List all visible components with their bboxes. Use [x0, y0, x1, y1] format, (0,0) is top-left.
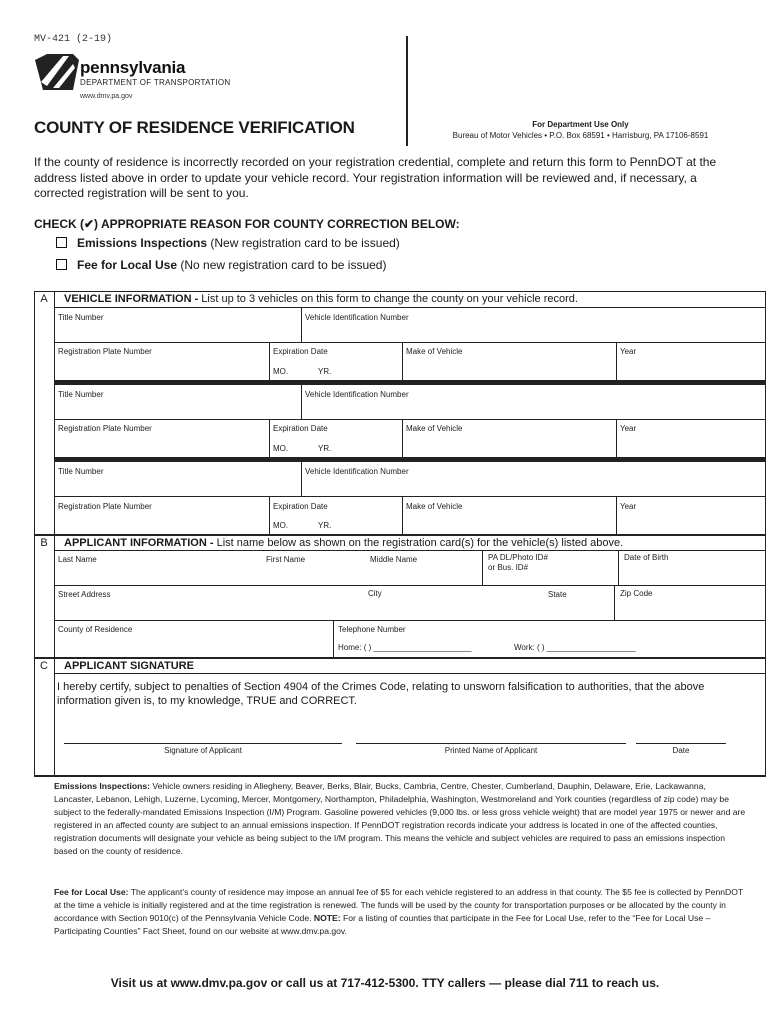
signature-line[interactable] — [64, 743, 342, 744]
header-divider — [406, 36, 408, 146]
vehicle-3-plate-label: Registration Plate Number — [58, 502, 152, 511]
option-label: Fee for Local Use — [77, 258, 178, 272]
vehicle-2-make-label: Make of Vehicle — [406, 424, 463, 433]
emissions-checkbox[interactable] — [56, 237, 67, 248]
option-label: Emissions Inspections — [77, 236, 208, 250]
printed-name-label: Printed Name of Applicant — [444, 746, 538, 755]
vehicle-3-make-label: Make of Vehicle — [406, 502, 463, 511]
pa-dl-label — [488, 553, 548, 573]
vehicle-3-divider — [402, 496, 403, 534]
section-b-divider — [333, 620, 334, 657]
section-b-top-rule — [34, 534, 766, 536]
section-c-heading — [64, 660, 194, 672]
vehicle-3-yr-label: YR. — [318, 521, 332, 530]
vehicle-2-year-label: Year — [620, 424, 637, 433]
street-address-label: Street Address — [58, 590, 111, 599]
section-b-title: APPLICANT INFORMATION - — [64, 537, 214, 549]
form-number: MV-421 (2-19) — [34, 34, 113, 45]
section-b-letter: B — [40, 537, 48, 549]
vehicle-separator — [54, 380, 766, 385]
vehicle-3-title-number-label: Title Number — [58, 467, 104, 476]
date-of-birth-label: Date of Birth — [624, 553, 669, 562]
section-a-subtitle: List up to 3 vehicles on this form to change the county on your vehicle record. — [198, 293, 578, 305]
fee-local-use-checkbox[interactable] — [56, 259, 67, 270]
fee-note-label: NOTE: — [313, 913, 341, 924]
fee-note-title: Fee for Local Use: — [54, 887, 129, 897]
vehicle-1-divider — [616, 342, 617, 380]
department-name: DEPARTMENT OF TRANSPORTATION — [80, 78, 231, 87]
section-a-heading — [64, 293, 578, 305]
form-left-rule — [54, 291, 55, 775]
vehicle-1-title-number-label: Title Number — [58, 313, 104, 322]
option-fee-local-use[interactable] — [56, 258, 386, 272]
vehicle-1-year-label: Year — [620, 347, 637, 356]
work-phone-field[interactable]: Work: ( ) ____________________ — [514, 643, 636, 652]
vehicle-1-make-label: Make of Vehicle — [406, 347, 463, 356]
vehicle-3-divider — [616, 496, 617, 534]
vehicle-1-yr-label: YR. — [318, 367, 332, 376]
section-b-divider — [618, 550, 619, 585]
vehicle-2-expiration-label: Expiration Date — [273, 424, 328, 433]
vehicle-2-divider — [616, 419, 617, 457]
section-b-rule — [54, 550, 766, 551]
section-a-letter: A — [40, 293, 48, 305]
vehicle-3-mo-label: MO. — [273, 521, 289, 530]
intro-paragraph: If the county of residence is incorrectly recorded on your registration credential, complete and return this form to PennDOT at the address listed above in order to update your vehicle record. Your registration information will be reviewed and, if necessary, a corrected registration will be sent to you. — [34, 155, 717, 200]
vehicle-3-expiration-label: Expiration Date — [273, 502, 328, 511]
emissions-note-title: Emissions Inspections: — [54, 781, 150, 791]
vehicle-2-title-number-label: Title Number — [58, 390, 104, 399]
option-emissions[interactable] — [56, 236, 400, 250]
vehicle-2-divider — [301, 385, 302, 419]
website: www.dmv.pa.gov — [80, 93, 133, 100]
section-c-title: APPLICANT SIGNATURE — [64, 660, 194, 672]
state-label: State — [548, 590, 567, 599]
option-note: (New registration card to be issued) — [207, 236, 400, 250]
vehicle-2-yr-label: YR. — [318, 444, 332, 453]
signature-label: Signature of Applicant — [164, 746, 242, 755]
printed-name-line[interactable] — [356, 743, 626, 744]
section-b-heading — [64, 537, 623, 549]
vehicle-3-row-rule — [54, 496, 766, 497]
section-c-rule — [54, 673, 766, 674]
vehicle-3-divider — [269, 496, 270, 534]
pa-dl-label-line-2: or Bus. ID# — [488, 563, 529, 572]
footer-contact: Visit us at www.dmv.pa.gov or call us at 717-412-5300. TTY callers — please dial 711 to reach us. — [110, 976, 660, 990]
vehicle-1-mo-label: MO. — [273, 367, 289, 376]
vehicle-2-divider — [402, 419, 403, 457]
vehicle-separator — [54, 457, 766, 462]
first-name-label: First Name — [266, 555, 306, 564]
page-title: COUNTY OF RESIDENCE VERIFICATION — [34, 118, 355, 137]
department-use-label: For Department Use Only — [532, 120, 629, 129]
section-a-rule — [54, 307, 766, 308]
vehicle-3-divider — [301, 462, 302, 496]
middle-name-label: Middle Name — [370, 555, 418, 564]
check-heading: CHECK (✔) APPROPRIATE REASON FOR COUNTY CORRECTION BELOW: — [34, 217, 460, 231]
home-phone-field[interactable]: Home: ( ) ______________________ — [338, 643, 472, 652]
county-of-residence-label: County of Residence — [58, 625, 133, 634]
option-note: (No new registration card to be issued) — [177, 258, 387, 272]
vehicle-1-vin-label: Vehicle Identification Number — [305, 313, 409, 322]
fee-note-text: The applicant’s county of residence may impose an annual fee of $5 for each vehicle registered to an address in that county. The $5 fee is collected by PennDOT at the time a vehicle is initially registered and at the time registration is renewed. The funds will be used by the county for transportation purposes or be allocated by the county in accordance with Section 9010(c) of the Pennsylvania Vehicle Code. — [54, 887, 744, 924]
keystone-logo-icon — [33, 52, 81, 92]
vehicle-2-mo-label: MO. — [273, 444, 289, 453]
vehicle-2-divider — [269, 419, 270, 457]
section-b-divider — [482, 550, 483, 585]
vehicle-3-vin-label: Vehicle Identification Number — [305, 467, 409, 476]
telephone-label: Telephone Number — [338, 625, 406, 634]
section-b-subtitle: List name below as shown on the registration card(s) for the vehicle(s) listed above. — [213, 537, 624, 549]
emissions-note-text: Vehicle owners residing in Allegheny, Beaver, Berks, Blair, Bucks, Cambria, Centre, Chester, Cumberland, Dauphin, Delaware, Erie, Lackawanna, Lancaster, Lebanon, Lehigh, Luzerne, Lycoming, Mercer, Montgomery, Northampton, Philadelphia, Washington, Westmoreland and York counties (regardless of zip code) may be subject to the federally-mandated Emissions Inspection (I/M) Program. Gasoline powered vehicles (9,000 lbs. or less gross vehicle weight) that are model year 1975 or newer and are registered in an affected county are subject to an annual emissions inspection. If PennDOT registration records indicate your address is located in one of the affected counties, registration documents will designate your vehicle as being subject to the I/M program. This means the vehicle and subject vehicles are required to pass an emissions inspection based on the county of residence. — [54, 781, 746, 857]
section-a-title: VEHICLE INFORMATION - — [64, 293, 199, 305]
vehicle-1-expiration-label: Expiration Date — [273, 347, 328, 356]
vehicle-1-divider — [269, 342, 270, 380]
section-b-row-rule — [54, 585, 766, 586]
vehicle-1-divider — [402, 342, 403, 380]
emissions-note — [54, 780, 746, 859]
vehicle-1-plate-label: Registration Plate Number — [58, 347, 152, 356]
vehicle-2-plate-label: Registration Plate Number — [58, 424, 152, 433]
pa-dl-label-line-1: PA DL/Photo ID# — [488, 553, 548, 562]
city-label: City — [368, 589, 382, 598]
vehicle-2-row-rule — [54, 419, 766, 420]
vehicle-2-vin-label: Vehicle Identification Number — [305, 390, 409, 399]
bureau-address: Bureau of Motor Vehicles • P.O. Box 68591 • Harrisburg, PA 17106-8591 — [452, 131, 709, 140]
zip-code-label: Zip Code — [620, 589, 653, 598]
vehicle-3-year-label: Year — [620, 502, 637, 511]
form-bottom-rule — [34, 775, 766, 777]
vehicle-1-row-rule — [54, 342, 766, 343]
date-label: Date — [672, 746, 690, 755]
brand-name: pennsylvania — [80, 58, 186, 77]
section-b-divider — [614, 585, 615, 620]
certification-text: I hereby certify, subject to penalties of Section 4904 of the Crimes Code, relating to unsworn falsification to authorities, that the above information given is, to my knowledge, TRUE and CORRECT. — [57, 681, 705, 707]
vehicle-1-divider — [301, 307, 302, 342]
fee-note — [54, 886, 746, 938]
section-b-row-rule — [54, 620, 766, 621]
last-name-label: Last Name — [58, 555, 97, 564]
date-line[interactable] — [636, 743, 726, 744]
fee-note-text-2: For a listing of counties that participate in the Fee for Local Use, refer to the “Fee for Local Use – Participating Counties” Fact Sheet, found on our website at www.dmv.pa.gov. — [54, 913, 711, 937]
section-c-top-rule — [34, 657, 766, 659]
section-c-letter: C — [40, 660, 48, 672]
